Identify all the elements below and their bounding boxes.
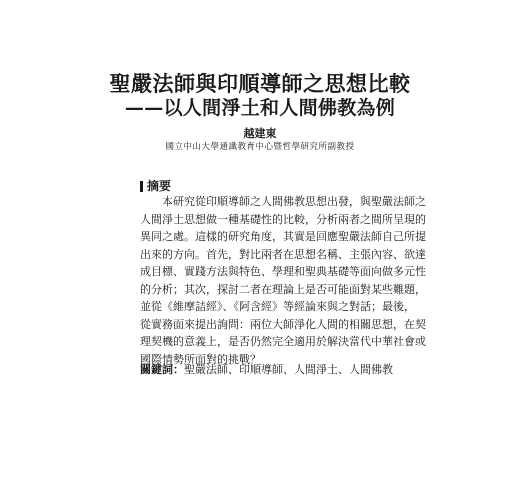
abstract-line: 人間淨土思想做一種基礎性的比較，分析兩者之間所呈現的	[140, 212, 426, 226]
abstract-line: 異同之處。這樣的研究角度，其實是回應聖嚴法師自己所提	[140, 230, 426, 243]
abstract-line: 本研究從印順導師之人間佛教思想出發，與聖嚴法師之	[162, 195, 426, 208]
author-affiliation: 國立中山大學通識教育中心暨哲學研究所副教授	[165, 142, 355, 152]
abstract-line: 理契機的意義上，是否仍然完全適用於解決當代中華社會或	[140, 335, 426, 348]
abstract-line: 並從《維摩詰經》、《阿含經》等經論來與之對話；最後，	[140, 300, 415, 313]
abstract-heading	[140, 179, 171, 194]
keywords-list: 聖嚴法師、印順導師、人間淨土、人間佛教	[184, 363, 393, 376]
abstract-line: 的分析；其次，探討二者在理論上是否可能面對某些難題，	[140, 282, 426, 296]
abstract-line: 國際情勢所面對的挑戰？	[140, 352, 261, 366]
abstract-line: 成目標、實踐方法與特色、學理和聖典基礎等面向做多元性	[140, 265, 426, 278]
abstract-line: 出來的方向。首先，對比兩者在思想名稱、主張內容、欲達	[140, 247, 426, 261]
abstract-line: 從實務面來提出詢問：兩位大師淨化人間的相關思想，在契	[140, 317, 426, 331]
abstract-body	[140, 193, 426, 368]
author-name: 越建東	[243, 127, 277, 140]
heading-bar-marker	[140, 181, 143, 192]
abstract-heading-label: 摘要	[147, 179, 172, 193]
paper-subtitle: ——以人間淨土和人間佛教為例	[124, 97, 396, 119]
keywords	[140, 362, 393, 377]
paper-title: 聖嚴法師與印順導師之思想比較	[109, 71, 411, 96]
keywords-label: 關鍵詞：	[140, 363, 184, 376]
